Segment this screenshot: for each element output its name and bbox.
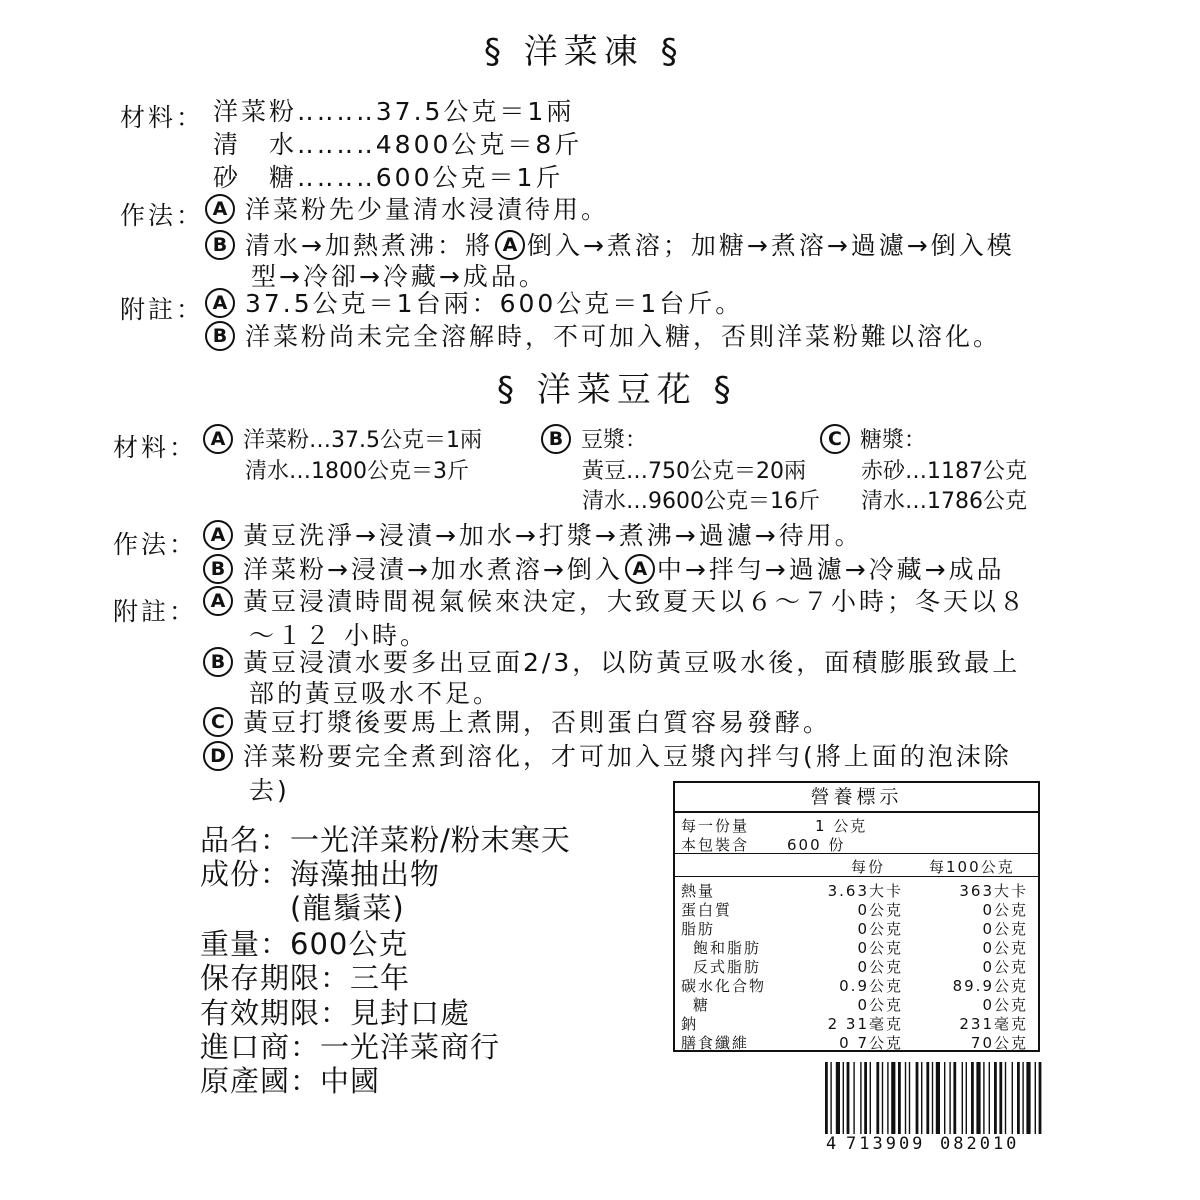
product-weight: 重量：600公克: [200, 927, 409, 961]
barcode-bar: [1022, 1062, 1023, 1134]
barcode-bar: [1012, 1062, 1013, 1134]
section1-note-a: [205, 287, 743, 321]
barcode-bar: [882, 1062, 883, 1134]
product-importer: 進口商：一光洋菜商行: [200, 1030, 501, 1064]
servings-label: 本包裝含: [681, 836, 750, 854]
nutrient-per-100g: 0公克: [982, 958, 1028, 976]
barcode-bar: [876, 1062, 879, 1134]
barcode-right-digits: 082010: [940, 1134, 1020, 1154]
barcode-bar: [1005, 1062, 1006, 1134]
section2-group-a-line2: 清水…1800公克＝3斤: [245, 459, 469, 484]
barcode-bar: [891, 1062, 895, 1134]
material-name: 洋菜粉: [213, 97, 298, 126]
section2-group-b: [541, 424, 647, 458]
barcode-bar: [921, 1062, 922, 1134]
nutrient-per-100g: 0公克: [982, 939, 1028, 957]
barcode-bar: [944, 1062, 945, 1134]
nutrient-per-serving: 0公克: [857, 920, 903, 938]
col-per-serving: 每份: [851, 858, 886, 876]
barcode-left-digits: 713909: [846, 1134, 926, 1154]
circle-b-marker: B: [205, 230, 235, 260]
circle-a-marker: A: [203, 586, 233, 616]
barcode-first-digit: 4: [826, 1134, 840, 1154]
section2-method-label: 作法：: [113, 530, 198, 559]
group-c-line1: 糖漿：: [860, 428, 927, 453]
nutrient-per-100g: 70公克: [970, 1034, 1028, 1052]
barcode-bar: [936, 1062, 940, 1134]
material-amount: ‥‥‥‥600公克＝1斤: [297, 163, 564, 192]
barcode-bar: [836, 1062, 840, 1134]
method-text: 中→拌勻→過濾→冷藏→成品: [656, 555, 1005, 584]
circle-b-marker: B: [541, 424, 571, 454]
note-text: 黃豆打漿後要馬上煮開，否則蛋白質容易發酵。: [243, 708, 832, 737]
product-ingredients: 成份：海藻抽出物: [200, 857, 441, 891]
nutrient-name: 脂肪: [681, 920, 716, 938]
nutrient-name: 碳水化合物: [681, 977, 767, 995]
nutrient-per-100g: 231毫克: [959, 1015, 1028, 1033]
section1-material-row: [213, 95, 574, 129]
nutrient-name: 熱量: [681, 882, 716, 900]
nutrient-name: 反式脂肪: [693, 958, 762, 976]
barcode-bar: [976, 1062, 980, 1134]
nutrient-per-serving: 3.63大卡: [827, 882, 903, 900]
circle-c-marker: C: [820, 424, 850, 454]
barcode-bar: [966, 1062, 967, 1134]
nutrient-name: 糖: [693, 996, 711, 1014]
servings-value: 600 份: [787, 836, 846, 854]
section1-title: § 洋菜凍 §: [484, 32, 684, 72]
section2-note-a-line2: ～１２ 小時。: [249, 621, 428, 650]
section1-method-b: [205, 229, 1015, 263]
product-expiry: 有效期限：見封口處: [200, 996, 471, 1030]
nutrition-title: 營養標示: [675, 783, 1038, 813]
product-ingredients-detail: (龍鬚菜): [290, 891, 405, 925]
circle-a-marker: A: [495, 230, 525, 260]
nutrition-table: [673, 781, 1040, 1052]
barcode-bar: [994, 1062, 997, 1134]
circle-a-marker: A: [205, 288, 235, 318]
barcode-bar: [983, 1062, 984, 1134]
section2-note-d: [203, 740, 1012, 774]
nutrient-per-serving: 0公克: [857, 901, 903, 919]
method-text: 洋菜粉先少量清水浸漬待用。: [245, 195, 610, 224]
method-text: 黃豆洗淨→浸漬→加水→打漿→煮沸→過濾→待用。: [243, 521, 863, 550]
nutrient-per-serving: 0 7公克: [839, 1034, 903, 1052]
section2-title: § 洋菜豆花 §: [497, 370, 737, 410]
group-a-line1: 洋菜粉…37.5公克＝1兩: [243, 428, 482, 453]
circle-a-marker: A: [203, 520, 233, 550]
group-b-line1: 豆漿：: [581, 428, 648, 453]
serving-value: 1 公克: [815, 817, 868, 835]
nutrition-rule: [675, 853, 1038, 854]
nutrient-per-serving: 0.9公克: [839, 977, 903, 995]
nutrient-per-100g: 0公克: [982, 901, 1028, 919]
barcode-bar: [847, 1062, 850, 1134]
section2-note-b: [203, 646, 1020, 680]
barcode-bar: [989, 1062, 990, 1134]
section1-materials-label: 材料：: [120, 103, 205, 132]
method-text: 清水→加熱煮沸：將: [245, 231, 493, 260]
section1-material-row: [213, 128, 582, 162]
section1-method-label: 作法：: [120, 201, 205, 230]
barcode-bar: [926, 1062, 929, 1134]
barcode-bar: [843, 1062, 844, 1134]
material-amount: ‥‥‥‥4800公克＝8斤: [297, 130, 583, 159]
section2-method-b: [203, 553, 1005, 587]
nutrient-name: 鈉: [681, 1015, 699, 1033]
nutrient-per-serving: 2 31毫克: [827, 1015, 903, 1033]
barcode-bar: [1039, 1062, 1042, 1134]
section1-note-b: [205, 320, 1001, 354]
nutrient-per-100g: 89.9公克: [952, 977, 1028, 995]
circle-a-marker: A: [205, 194, 235, 224]
section2-note-c: [203, 706, 831, 740]
circle-b-marker: B: [203, 554, 233, 584]
nutrient-per-serving: 0公克: [857, 939, 903, 957]
nutrition-rule: [675, 876, 1038, 877]
section1-notes-label: 附註：: [120, 295, 205, 324]
section2-group-b-line2: 黃豆…750公克＝20兩: [582, 459, 806, 484]
barcode-bar: [909, 1062, 910, 1134]
barcode-bar: [825, 1062, 828, 1134]
barcode-bar: [860, 1062, 861, 1134]
section2-group-c: [820, 424, 926, 458]
section2-notes-label: 附註：: [113, 597, 198, 626]
barcode-bar: [1017, 1062, 1020, 1134]
nutrient-per-100g: 363大卡: [959, 882, 1028, 900]
note-text: 黃豆浸漬時間視氣候來決定，大致夏天以６～７小時；冬天以８: [243, 587, 1028, 616]
circle-a-marker: A: [625, 554, 655, 584]
barcode-bar: [949, 1062, 950, 1134]
section1-method-a: [205, 193, 609, 227]
circle-b-marker: B: [205, 321, 235, 351]
barcode-bar: [999, 1062, 1002, 1134]
barcode-bar: [830, 1062, 831, 1134]
section2-method-a: [203, 519, 863, 553]
section2-note-d-line2: 去): [249, 776, 290, 805]
barcode-bar: [870, 1062, 871, 1134]
barcode-bar: [962, 1062, 963, 1134]
nutrient-per-serving: 0公克: [857, 996, 903, 1014]
note-text: 洋菜粉要完全煮到溶化，才可加入豆漿內拌勻(將上面的泡沫除: [243, 742, 1012, 771]
method-text: 倒入→煮溶；加糖→煮溶→過濾→倒入模: [526, 231, 1015, 260]
nutrient-per-100g: 0公克: [982, 920, 1028, 938]
barcode-bar: [932, 1062, 933, 1134]
section2-group-c-line2: 赤砂…1187公克: [861, 459, 1027, 484]
barcode-bar: [898, 1062, 901, 1134]
barcode-bar: [887, 1062, 888, 1134]
section2-group-c-line3: 清水…1786公克: [861, 489, 1027, 514]
serving-label: 每一份量: [681, 817, 750, 835]
nutrient-name: 飽和脂肪: [693, 939, 762, 957]
barcode: [823, 1062, 1045, 1134]
col-per-100g: 每100公克: [929, 858, 1015, 876]
note-text: 洋菜粉尚未完全溶解時，不可加入糖，否則洋菜粉難以溶化。: [245, 322, 1002, 351]
note-text: 37.5公克＝1台兩：600公克＝1台斤。: [245, 289, 744, 318]
nutrient-name: 膳食纖維: [681, 1034, 750, 1052]
circle-a-marker: A: [203, 424, 233, 454]
barcode-bar: [916, 1062, 919, 1134]
circle-d-marker: D: [203, 741, 233, 771]
barcode-bar: [905, 1062, 906, 1134]
barcode-bar: [953, 1062, 956, 1134]
nutrient-per-100g: 0公克: [982, 996, 1028, 1014]
section2-materials-label: 材料：: [113, 433, 198, 462]
barcode-bar: [1026, 1062, 1030, 1134]
product-shelf-life: 保存期限：三年: [200, 961, 411, 995]
section1-material-row: [213, 161, 563, 195]
barcode-bar: [1035, 1062, 1036, 1134]
section2-note-a: [203, 585, 1027, 619]
material-name: 清 水: [213, 130, 298, 159]
barcode-bar: [971, 1062, 974, 1134]
barcode-bar: [864, 1062, 867, 1134]
section2-note-b-line2: 部的黃豆吸水不足。: [249, 679, 502, 708]
section2-group-a: [203, 424, 482, 458]
section2-group-b-line3: 清水…9600公克＝16斤: [582, 489, 820, 514]
method-text: 洋菜粉→浸漬→加水煮溶→倒入: [243, 555, 623, 584]
material-amount: ‥‥‥‥37.5公克＝1兩: [297, 97, 575, 126]
nutrient-name: 蛋白質: [681, 901, 733, 919]
product-origin: 原產國：中國: [200, 1064, 381, 1098]
section1-method-b-line2: 型→冷卻→冷藏→成品。: [251, 262, 547, 291]
circle-b-marker: B: [203, 647, 233, 677]
material-name: 砂 糖: [213, 163, 298, 192]
nutrient-per-serving: 0公克: [857, 958, 903, 976]
product-name: 品名：一光洋菜粉/粉末寒天: [200, 823, 571, 857]
circle-c-marker: C: [203, 707, 233, 737]
barcode-bar: [853, 1062, 854, 1134]
note-text: 黃豆浸漬水要多出豆面2/3，以防黃豆吸水後，面積膨脹致最上: [243, 648, 1021, 677]
